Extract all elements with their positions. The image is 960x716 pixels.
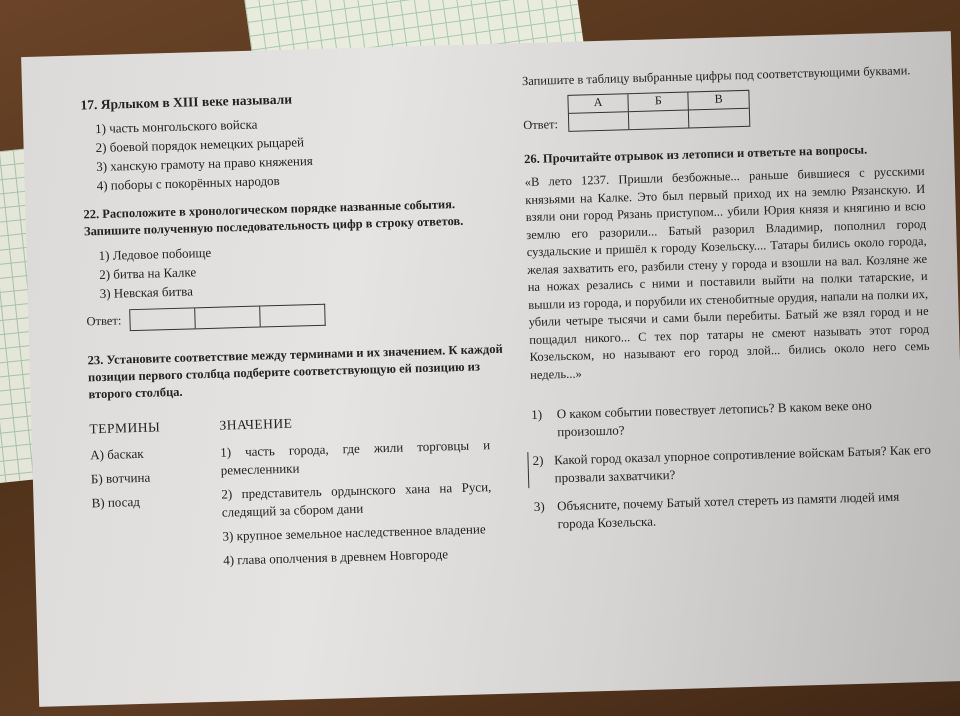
question-22-answer <box>86 299 506 333</box>
question-23 <box>87 341 513 580</box>
test-paper <box>21 31 960 707</box>
question-17-option: 1) часть монгольского войска <box>94 116 258 137</box>
question-26-subquestions <box>531 395 934 534</box>
term-item: Б) вотчина <box>90 469 151 487</box>
answer-cell[interactable] <box>129 307 196 331</box>
right-column <box>522 62 935 544</box>
chronicle-excerpt: «В лето 1237. Пришли безбожные... раньше бившиеся с русскими князьями на Калке. Это был первый приход их на землю Рязанскую. И взяли они город Рязань приступом... убили Юрия князя и княгиню и всю землю его разорили... Батый разорил Владимир, пополнил город суздальские и пришёл к городу Козельску.... Татары бились около города, желая захватить его, разбили стену у города и взошли на вал. Козляне же на ножах резались с ними и поставили выйти на полки татарские, и вышли из города, и порубили их стенобитные орудия, напали на полки их, убили четыре тысячи и сами были перебиты. Батый же взял город и не пощадил никого... С тех пор татары не смеют называть этот город Козельском, но называют его город злой... бились около него семь недель...» <box>524 163 930 382</box>
terms-column <box>89 418 203 579</box>
question-17-title: 17. Ярлыком в XIII веке называли <box>80 91 293 113</box>
meaning-item: 4) глава ополчения в древнем Новгороде <box>223 546 449 568</box>
answer-cells <box>129 304 326 331</box>
meaning-item: 1) часть города, где жили торговцы и ремесленники <box>220 437 491 478</box>
answer-table-input-row <box>569 108 749 131</box>
answer-cell[interactable] <box>195 306 261 330</box>
answer-table-header: В <box>714 91 723 106</box>
question-22 <box>83 195 506 333</box>
answer-table <box>567 90 750 132</box>
question-23-answer <box>522 85 923 133</box>
subquestion <box>527 441 933 488</box>
question-22-option: 1) Ледовое побоище <box>98 244 212 264</box>
answer-cell[interactable] <box>689 109 749 128</box>
subquestion-text: О каком событии повествует летопись? В каком веке оно произошло? <box>556 397 872 440</box>
meanings-header: ЗНАЧЕНИЕ <box>219 415 293 433</box>
question-17 <box>80 86 503 195</box>
question-17-option: 3) ханскую грамоту на право княжения <box>95 153 313 175</box>
question-26-title: 26. Прочитайте отрывок из летописи и ответьте на вопросы. <box>523 142 868 167</box>
question-22-option: 2) битва на Калке <box>98 264 197 283</box>
subquestion <box>531 395 932 442</box>
meaning-item: 2) представитель ордынского хана на Руси, следящий за сбором дани <box>221 479 492 520</box>
meaning-item: 3) крупное земельное наследственное владение <box>222 521 486 544</box>
answer-cell[interactable] <box>260 304 326 328</box>
answer-label: Ответ: <box>86 312 122 328</box>
table-instruction: Запишите в таблицу выбранные цифры под соответствующими буквами. <box>521 63 911 89</box>
question-22-title: 22. Расположите в хронологическом порядке названные события. Запишите полученную последовательность цифр в строку ответов. <box>83 197 464 239</box>
question-22-option: 3) Невская битва <box>99 283 194 302</box>
answer-table-header: А <box>568 94 629 113</box>
meanings-column <box>219 410 493 575</box>
left-column <box>80 86 513 580</box>
question-23-title: 23. Установите соответствие между терминами и их значением. К каждой позиции первого столбца подберите соответствующую ей позицию из второго столбца. <box>87 341 503 402</box>
term-item: А) баскак <box>90 445 144 463</box>
question-17-option: 2) боевой порядок немецких рыцарей <box>95 134 305 156</box>
subquestion-number: 1) <box>531 406 543 423</box>
terms-header: ТЕРМИНЫ <box>89 419 161 437</box>
answer-cell[interactable] <box>629 110 690 129</box>
subquestion-number: 2) <box>532 452 544 468</box>
answer-label: Ответ: <box>523 117 559 133</box>
subquestion-text: Объясните, почему Батый хотел стереть из памяти людей имя города Козельска. <box>556 488 900 532</box>
subquestion <box>534 487 935 534</box>
subquestion-text: Какой город оказал упорное сопротивление войскам Батыя? Как его прозвали захватчики? <box>553 441 932 486</box>
answer-cell[interactable] <box>569 112 630 131</box>
term-item: В) посад <box>91 493 141 511</box>
question-17-option: 4) поборы с покорённых народов <box>96 172 280 194</box>
subquestion-number: 3) <box>533 498 545 514</box>
matching-table <box>89 410 513 580</box>
answer-table-header: Б <box>629 92 690 111</box>
question-26 <box>524 140 935 534</box>
